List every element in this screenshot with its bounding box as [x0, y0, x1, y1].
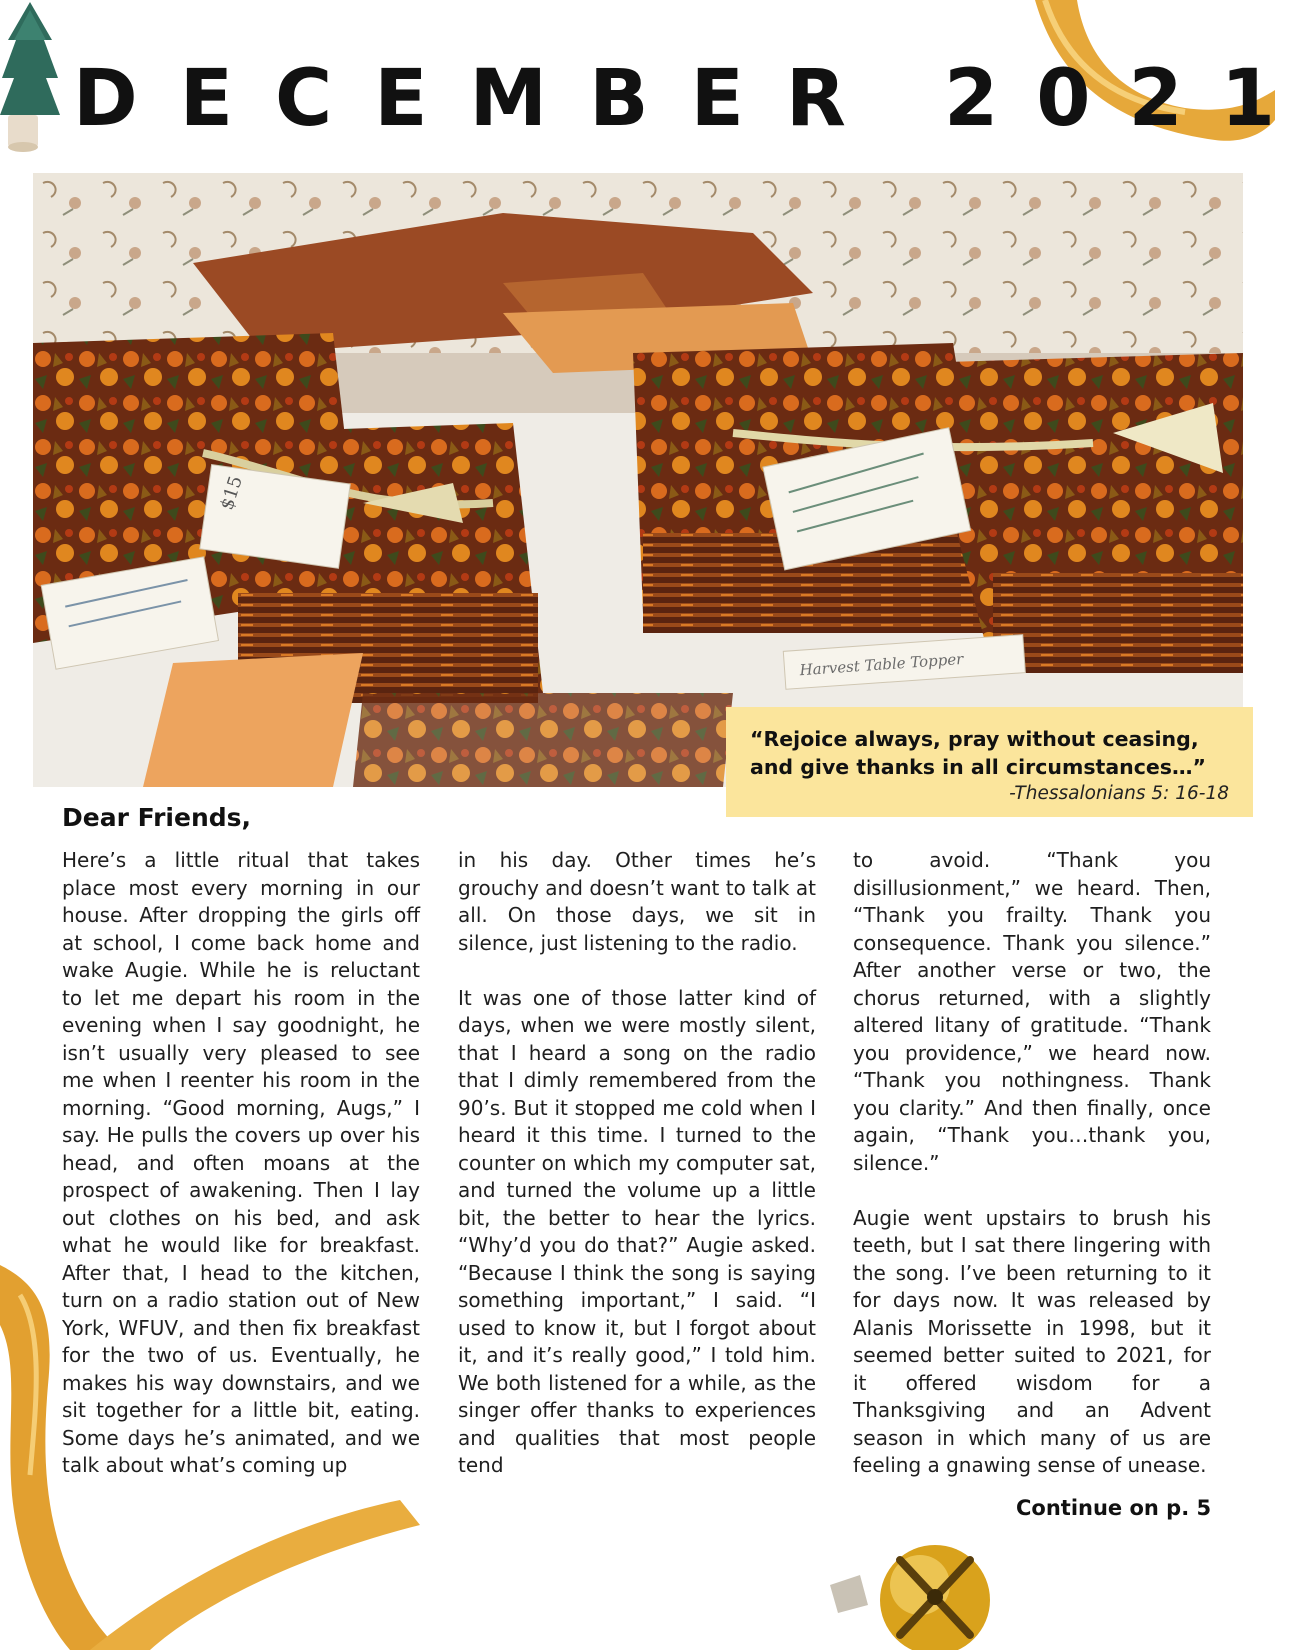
quote-line-2: and give thanks in all circumstances…” [750, 755, 1206, 779]
article-column-3 [853, 847, 1211, 1480]
masthead [73, 54, 1313, 144]
paragraph: in his day. Other times he’s grouchy and doesn’t want to talk at all. On those days, we sit in silence, just listening to the radio. [458, 848, 816, 955]
paragraph: It was one of those latter kind of days, when we were mostly silent, that I heard a song on the radio that I dimly remembered from the 90’s. But it stopped me cold when I heard it this time. I turned to the counter on which my computer sat, and turned the volume up a little bit, the better to hear the lyrics. “Why’d you do that?” Augie asked. “Because I think the song is saying something important,” I said. “I used to know it, but I forgot about it, and it’s really good,” I told him. We both listened for a while, as the singer offer thanks to experiences and qualities that most people tend [458, 985, 816, 1477]
scripture-quote-box [726, 707, 1253, 817]
quote-citation: -Thessalonians 5: 16-18 [1009, 783, 1229, 804]
article-column-1 [62, 847, 420, 1480]
masthead-month: DECEMBER [73, 54, 888, 144]
paragraph: Here’s a little ritual that takes place most every morning in our house. After dropping the girls off at school, I come back home and wake Augie. While he is reluctant to let me depart his room in the evening when I say goodnight, he isn’t usually very pleased to see me when I reenter his room in the morning. “Good morning, Augs,” I say. He pulls the covers up over his head, and often moans at the prospect of awakening. Then I lay out clothes on his bed, and ask what he would like for breakfast. After that, I head to the kitchen, turn on a radio station out of New York, WFUV, and then fix breakfast for the two of us. Eventually, he makes his way downstairs, and we sit together for a little bit, eating. Some days he’s animated, and we talk about what’s coming up [62, 848, 420, 1477]
placemat-tag-text: Harvest Table Topper [799, 649, 964, 680]
paragraph: to avoid. “Thank you disillusionment,” we heard. Then, “Thank you frailty. Thank you consequence. Thank you silence.” After another verse or two, the chorus returned, with a slightly altered litany of gratitude. “Thank you providence,” we heard now. “Thank you nothingness. Thank you clarity.” And then finally, once again, “Thank you…thank you, silence.” [853, 848, 1211, 1175]
jingle-bell-decoration [820, 1505, 1020, 1650]
masthead-year: 2021 [943, 54, 1313, 144]
hero-photo [33, 173, 1243, 787]
price-tag-text: $15 [216, 473, 247, 513]
quote-line-1: “Rejoice always, pray without ceasing, [750, 727, 1199, 751]
paragraph: Augie went upstairs to brush his teeth, but I sat there lingering with the song. I’ve been returning to it for days now. It was released by Alanis Morissette in 1998, but it seemed better suited to 2021, for it offered wisdom for a Thanksgiving and an Advent season in which many of us are feeling a gnawing sense of unease. [853, 1205, 1211, 1477]
christmas-tree-decoration [0, 0, 60, 155]
continue-link[interactable]: Continue on p. 5 [1016, 1496, 1212, 1520]
article-column-2 [458, 847, 816, 1480]
letter-greeting: Dear Friends, [62, 803, 252, 832]
